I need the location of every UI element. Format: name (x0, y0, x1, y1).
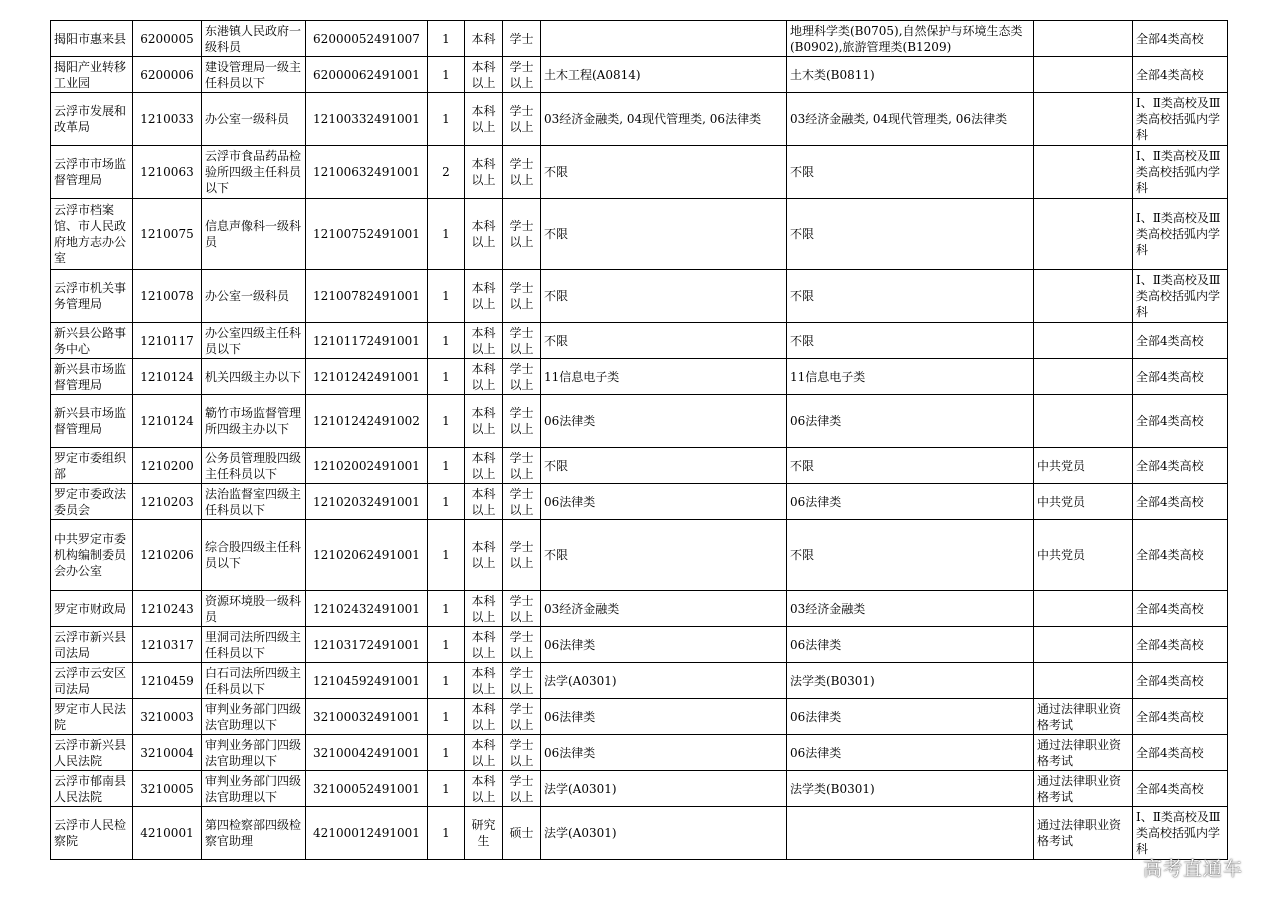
education-cell: 本科以上 (465, 699, 503, 735)
position-cell: 云浮市食品药品检验所四级主任科员以下 (202, 146, 306, 199)
headcount-cell: 1 (428, 395, 465, 448)
unit-code-cell: 3210003 (133, 699, 202, 735)
headcount-cell: 2 (428, 146, 465, 199)
degree-cell: 学士以上 (503, 93, 541, 146)
department-cell: 云浮市郁南县人民法院 (51, 771, 133, 807)
school-range-cell: 全部4类高校 (1133, 699, 1228, 735)
degree-cell: 学士以上 (503, 627, 541, 663)
education-cell: 本科以上 (465, 627, 503, 663)
undergrad-major-cell: 不限 (787, 448, 1034, 484)
unit-code-cell: 3210004 (133, 735, 202, 771)
postgrad-major-cell (541, 21, 787, 57)
postgrad-major-cell: 不限 (541, 448, 787, 484)
department-cell: 罗定市委组织部 (51, 448, 133, 484)
unit-code-cell: 4210001 (133, 807, 202, 860)
undergrad-major-cell: 11信息电子类 (787, 359, 1034, 395)
watermark-text: 高考直通车 (1143, 858, 1244, 880)
education-cell: 本科以上 (465, 93, 503, 146)
unit-code-cell: 3210005 (133, 771, 202, 807)
degree-cell: 学士以上 (503, 663, 541, 699)
headcount-cell: 1 (428, 21, 465, 57)
department-cell: 揭阳市惠来县 (51, 21, 133, 57)
department-cell: 云浮市市场监督管理局 (51, 146, 133, 199)
degree-cell: 学士以上 (503, 323, 541, 359)
education-cell: 本科以上 (465, 57, 503, 93)
undergrad-major-cell: 06法律类 (787, 699, 1034, 735)
headcount-cell: 1 (428, 591, 465, 627)
undergrad-major-cell: 06法律类 (787, 484, 1034, 520)
postgrad-major-cell: 法学(A0301) (541, 663, 787, 699)
position-code-cell: 12100782491001 (306, 270, 428, 323)
table-row (51, 663, 1228, 699)
position-code-cell: 62000062491001 (306, 57, 428, 93)
position-cell: 机关四级主办以下 (202, 359, 306, 395)
table-row (51, 627, 1228, 663)
school-range-cell: 全部4类高校 (1133, 520, 1228, 591)
position-code-cell: 12102432491001 (306, 591, 428, 627)
position-cell: 里洞司法所四级主任科员以下 (202, 627, 306, 663)
table-row (51, 771, 1228, 807)
position-code-cell: 12103172491001 (306, 627, 428, 663)
postgrad-major-cell: 03经济金融类, 04现代管理类, 06法律类 (541, 93, 787, 146)
school-range-cell: 全部4类高校 (1133, 663, 1228, 699)
position-cell: 办公室一级科员 (202, 270, 306, 323)
degree-cell: 学士以上 (503, 771, 541, 807)
school-range-cell: 全部4类高校 (1133, 627, 1228, 663)
recruitment-table (50, 20, 1228, 860)
degree-cell: 学士以上 (503, 395, 541, 448)
unit-code-cell: 1210124 (133, 395, 202, 448)
degree-cell: 学士以上 (503, 270, 541, 323)
unit-code-cell: 1210075 (133, 199, 202, 270)
postgrad-major-cell: 06法律类 (541, 395, 787, 448)
position-cell: 第四检察部四级检察官助理 (202, 807, 306, 860)
position-cell: 审判业务部门四级法官助理以下 (202, 771, 306, 807)
position-cell: 审判业务部门四级法官助理以下 (202, 735, 306, 771)
postgrad-major-cell: 不限 (541, 199, 787, 270)
other-requirement-cell (1034, 395, 1133, 448)
other-requirement-cell (1034, 93, 1133, 146)
other-requirement-cell (1034, 21, 1133, 57)
school-range-cell: 全部4类高校 (1133, 323, 1228, 359)
unit-code-cell: 1210459 (133, 663, 202, 699)
postgrad-major-cell: 不限 (541, 520, 787, 591)
unit-code-cell: 1210124 (133, 359, 202, 395)
department-cell: 揭阳产业转移工业园 (51, 57, 133, 93)
headcount-cell: 1 (428, 807, 465, 860)
position-cell: 公务员管理股四级主任科员以下 (202, 448, 306, 484)
postgrad-major-cell: 不限 (541, 146, 787, 199)
school-range-cell: 全部4类高校 (1133, 735, 1228, 771)
undergrad-major-cell (787, 807, 1034, 860)
headcount-cell: 1 (428, 699, 465, 735)
education-cell: 本科以上 (465, 395, 503, 448)
degree-cell: 学士以上 (503, 199, 541, 270)
position-cell: 白石司法所四级主任科员以下 (202, 663, 306, 699)
other-requirement-cell (1034, 627, 1133, 663)
table-row (51, 448, 1228, 484)
position-code-cell: 12102062491001 (306, 520, 428, 591)
education-cell: 本科以上 (465, 663, 503, 699)
education-cell: 本科以上 (465, 359, 503, 395)
other-requirement-cell (1034, 359, 1133, 395)
education-cell: 本科以上 (465, 199, 503, 270)
school-range-cell: Ⅰ、Ⅱ类高校及Ⅲ类高校括弧内学科 (1133, 93, 1228, 146)
education-cell: 本科以上 (465, 270, 503, 323)
school-range-cell: Ⅰ、Ⅱ类高校及Ⅲ类高校括弧内学科 (1133, 807, 1228, 860)
position-cell: 簕竹市场监督管理所四级主办以下 (202, 395, 306, 448)
degree-cell: 学士以上 (503, 57, 541, 93)
headcount-cell: 1 (428, 448, 465, 484)
department-cell: 罗定市人民法院 (51, 699, 133, 735)
unit-code-cell: 6200005 (133, 21, 202, 57)
school-range-cell: 全部4类高校 (1133, 21, 1228, 57)
postgrad-major-cell: 03经济金融类 (541, 591, 787, 627)
unit-code-cell: 1210206 (133, 520, 202, 591)
postgrad-major-cell: 06法律类 (541, 735, 787, 771)
education-cell: 本科以上 (465, 591, 503, 627)
unit-code-cell: 1210203 (133, 484, 202, 520)
postgrad-major-cell: 不限 (541, 270, 787, 323)
degree-cell: 学士 (503, 21, 541, 57)
unit-code-cell: 6200006 (133, 57, 202, 93)
undergrad-major-cell: 06法律类 (787, 735, 1034, 771)
headcount-cell: 1 (428, 663, 465, 699)
other-requirement-cell (1034, 663, 1133, 699)
undergrad-major-cell: 不限 (787, 520, 1034, 591)
table-row (51, 270, 1228, 323)
school-range-cell: 全部4类高校 (1133, 57, 1228, 93)
school-range-cell: 全部4类高校 (1133, 591, 1228, 627)
department-cell: 云浮市发展和改革局 (51, 93, 133, 146)
table-row (51, 735, 1228, 771)
position-code-cell: 32100042491001 (306, 735, 428, 771)
degree-cell: 硕士 (503, 807, 541, 860)
undergrad-major-cell: 不限 (787, 323, 1034, 359)
department-cell: 云浮市云安区司法局 (51, 663, 133, 699)
department-cell: 云浮市人民检察院 (51, 807, 133, 860)
degree-cell: 学士以上 (503, 448, 541, 484)
postgrad-major-cell: 土木工程(A0814) (541, 57, 787, 93)
unit-code-cell: 1210200 (133, 448, 202, 484)
table-row (51, 359, 1228, 395)
other-requirement-cell: 中共党员 (1034, 520, 1133, 591)
other-requirement-cell: 通过法律职业资格考试 (1034, 771, 1133, 807)
position-cell: 办公室四级主任科员以下 (202, 323, 306, 359)
unit-code-cell: 1210063 (133, 146, 202, 199)
education-cell: 研究生 (465, 807, 503, 860)
headcount-cell: 1 (428, 771, 465, 807)
position-cell: 审判业务部门四级法官助理以下 (202, 699, 306, 735)
unit-code-cell: 1210033 (133, 93, 202, 146)
position-code-cell: 32100052491001 (306, 771, 428, 807)
position-code-cell: 32100032491001 (306, 699, 428, 735)
undergrad-major-cell: 土木类(B0811) (787, 57, 1034, 93)
school-range-cell: 全部4类高校 (1133, 484, 1228, 520)
table-row (51, 21, 1228, 57)
position-code-cell: 12101242491002 (306, 395, 428, 448)
other-requirement-cell (1034, 591, 1133, 627)
position-cell: 信息声像科一级科员 (202, 199, 306, 270)
department-cell: 罗定市财政局 (51, 591, 133, 627)
department-cell: 云浮市新兴县司法局 (51, 627, 133, 663)
department-cell: 云浮市新兴县人民法院 (51, 735, 133, 771)
unit-code-cell: 1210317 (133, 627, 202, 663)
education-cell: 本科以上 (465, 146, 503, 199)
degree-cell: 学士以上 (503, 359, 541, 395)
other-requirement-cell: 通过法律职业资格考试 (1034, 807, 1133, 860)
position-cell: 东港镇人民政府一级科员 (202, 21, 306, 57)
other-requirement-cell: 中共党员 (1034, 484, 1133, 520)
department-cell: 新兴县市场监督管理局 (51, 359, 133, 395)
headcount-cell: 1 (428, 270, 465, 323)
department-cell: 云浮市档案馆、市人民政府地方志办公室 (51, 199, 133, 270)
position-code-cell: 12100332491001 (306, 93, 428, 146)
postgrad-major-cell: 法学(A0301) (541, 807, 787, 860)
position-code-cell: 12100632491001 (306, 146, 428, 199)
table-row (51, 395, 1228, 448)
other-requirement-cell: 通过法律职业资格考试 (1034, 699, 1133, 735)
position-cell: 建设管理局一级主任科员以下 (202, 57, 306, 93)
position-cell: 资源环境股一级科员 (202, 591, 306, 627)
postgrad-major-cell: 不限 (541, 323, 787, 359)
table-row (51, 323, 1228, 359)
position-code-cell: 12101242491001 (306, 359, 428, 395)
department-cell: 云浮市机关事务管理局 (51, 270, 133, 323)
headcount-cell: 1 (428, 484, 465, 520)
school-range-cell: 全部4类高校 (1133, 395, 1228, 448)
education-cell: 本科以上 (465, 323, 503, 359)
other-requirement-cell: 中共党员 (1034, 448, 1133, 484)
undergrad-major-cell: 03经济金融类 (787, 591, 1034, 627)
headcount-cell: 1 (428, 735, 465, 771)
headcount-cell: 1 (428, 57, 465, 93)
undergrad-major-cell: 06法律类 (787, 395, 1034, 448)
school-range-cell: 全部4类高校 (1133, 771, 1228, 807)
position-code-cell: 12104592491001 (306, 663, 428, 699)
table-row (51, 57, 1228, 93)
other-requirement-cell (1034, 146, 1133, 199)
school-range-cell: 全部4类高校 (1133, 359, 1228, 395)
school-range-cell: Ⅰ、Ⅱ类高校及Ⅲ类高校括弧内学科 (1133, 270, 1228, 323)
position-cell: 办公室一级科员 (202, 93, 306, 146)
table-row (51, 699, 1228, 735)
position-cell: 综合股四级主任科员以下 (202, 520, 306, 591)
position-code-cell: 12102002491001 (306, 448, 428, 484)
position-code-cell: 12100752491001 (306, 199, 428, 270)
headcount-cell: 1 (428, 93, 465, 146)
education-cell: 本科以上 (465, 520, 503, 591)
unit-code-cell: 1210078 (133, 270, 202, 323)
undergrad-major-cell: 不限 (787, 146, 1034, 199)
postgrad-major-cell: 06法律类 (541, 484, 787, 520)
department-cell: 新兴县公路事务中心 (51, 323, 133, 359)
postgrad-major-cell: 11信息电子类 (541, 359, 787, 395)
other-requirement-cell (1034, 270, 1133, 323)
position-code-cell: 12102032491001 (306, 484, 428, 520)
undergrad-major-cell: 03经济金融类, 04现代管理类, 06法律类 (787, 93, 1034, 146)
degree-cell: 学士以上 (503, 699, 541, 735)
degree-cell: 学士以上 (503, 591, 541, 627)
school-range-cell: Ⅰ、Ⅱ类高校及Ⅲ类高校括弧内学科 (1133, 146, 1228, 199)
headcount-cell: 1 (428, 627, 465, 663)
undergrad-major-cell: 法学类(B0301) (787, 771, 1034, 807)
table-row (51, 93, 1228, 146)
headcount-cell: 1 (428, 520, 465, 591)
school-range-cell: 全部4类高校 (1133, 448, 1228, 484)
other-requirement-cell (1034, 199, 1133, 270)
other-requirement-cell: 通过法律职业资格考试 (1034, 735, 1133, 771)
unit-code-cell: 1210117 (133, 323, 202, 359)
table-row (51, 520, 1228, 591)
table-body (51, 21, 1228, 860)
department-cell: 中共罗定市委机构编制委员会办公室 (51, 520, 133, 591)
position-code-cell: 42100012491001 (306, 807, 428, 860)
undergrad-major-cell: 法学类(B0301) (787, 663, 1034, 699)
position-code-cell: 12101172491001 (306, 323, 428, 359)
other-requirement-cell (1034, 323, 1133, 359)
postgrad-major-cell: 06法律类 (541, 627, 787, 663)
school-range-cell: Ⅰ、Ⅱ类高校及Ⅲ类高校括弧内学科 (1133, 199, 1228, 270)
undergrad-major-cell: 不限 (787, 199, 1034, 270)
table-row (51, 807, 1228, 860)
department-cell: 新兴县市场监督管理局 (51, 395, 133, 448)
table-row (51, 591, 1228, 627)
position-code-cell: 62000052491007 (306, 21, 428, 57)
table-row (51, 199, 1228, 270)
education-cell: 本科以上 (465, 771, 503, 807)
degree-cell: 学士以上 (503, 146, 541, 199)
postgrad-major-cell: 法学(A0301) (541, 771, 787, 807)
headcount-cell: 1 (428, 359, 465, 395)
degree-cell: 学士以上 (503, 484, 541, 520)
undergrad-major-cell: 地理科学类(B0705),自然保护与环境生态类(B0902),旅游管理类(B1209) (787, 21, 1034, 57)
position-cell: 法治监督室四级主任科员以下 (202, 484, 306, 520)
education-cell: 本科以上 (465, 484, 503, 520)
undergrad-major-cell: 06法律类 (787, 627, 1034, 663)
undergrad-major-cell: 不限 (787, 270, 1034, 323)
table-row (51, 146, 1228, 199)
education-cell: 本科以上 (465, 448, 503, 484)
degree-cell: 学士以上 (503, 520, 541, 591)
postgrad-major-cell: 06法律类 (541, 699, 787, 735)
department-cell: 罗定市委政法委员会 (51, 484, 133, 520)
headcount-cell: 1 (428, 199, 465, 270)
education-cell: 本科 (465, 21, 503, 57)
table-row (51, 484, 1228, 520)
degree-cell: 学士以上 (503, 735, 541, 771)
other-requirement-cell (1034, 57, 1133, 93)
unit-code-cell: 1210243 (133, 591, 202, 627)
headcount-cell: 1 (428, 323, 465, 359)
education-cell: 本科以上 (465, 735, 503, 771)
